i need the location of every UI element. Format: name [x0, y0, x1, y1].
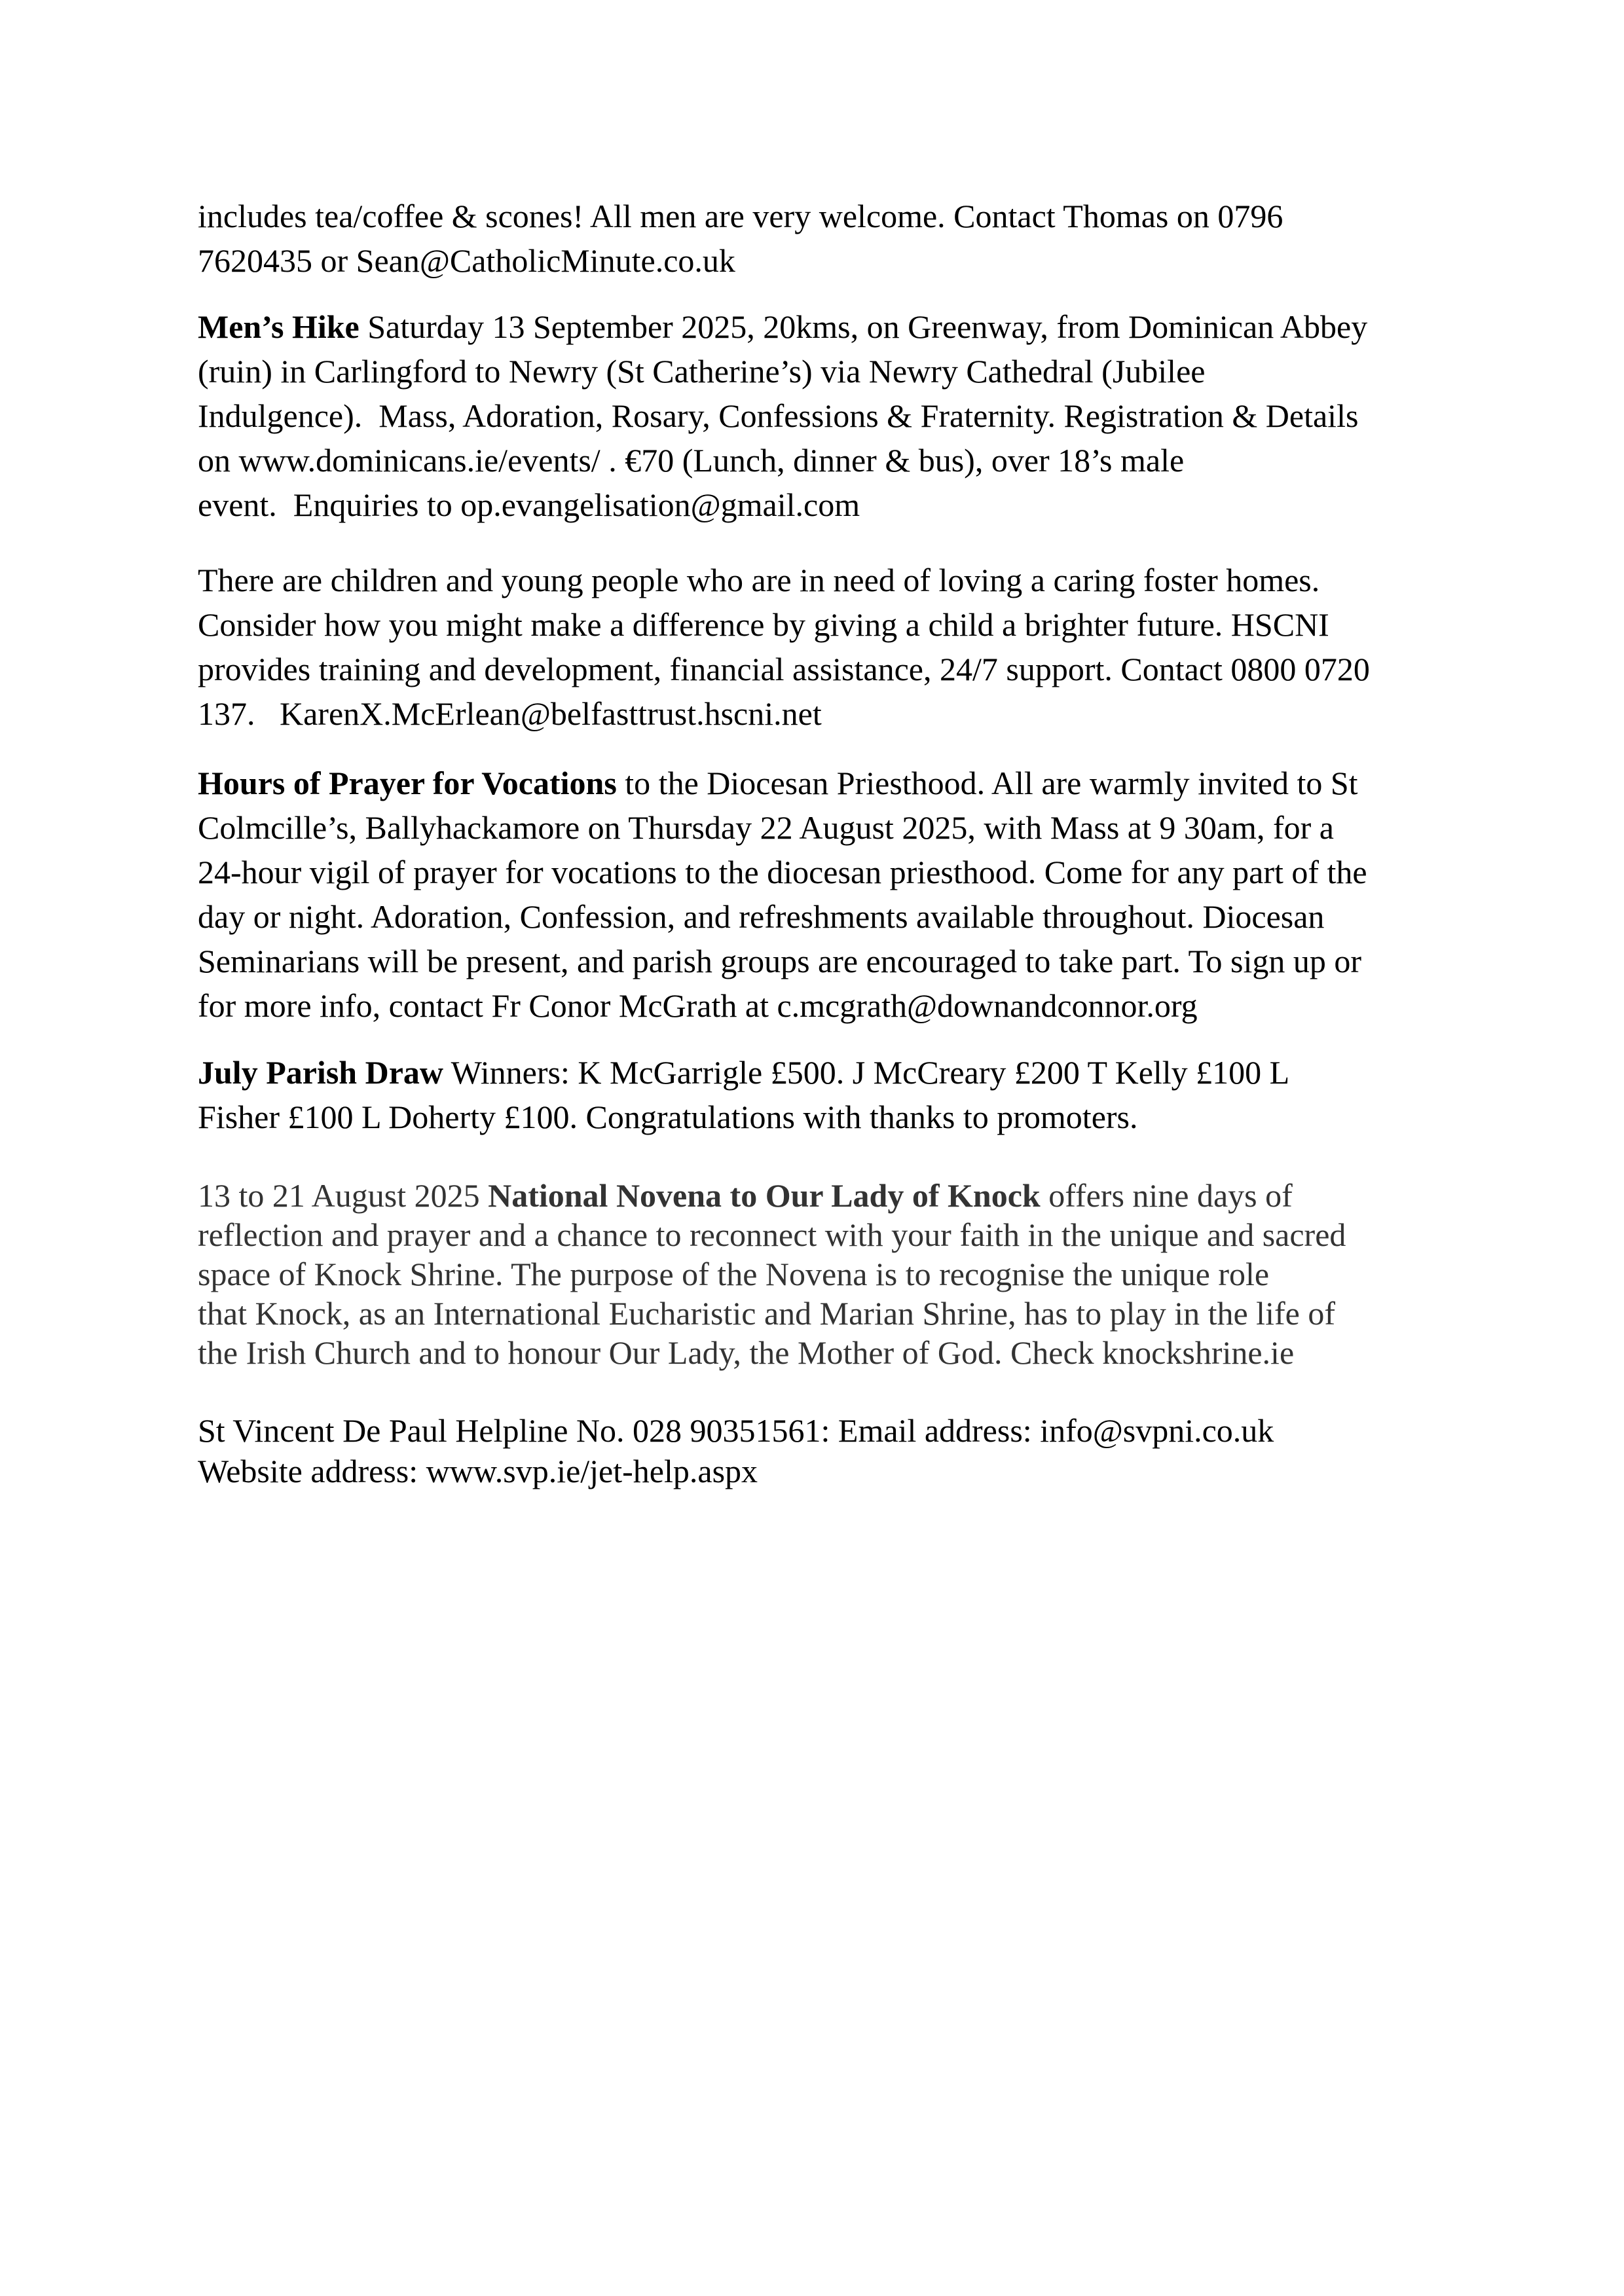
text-line [198, 805, 1429, 850]
text-run: Saturday 13 September 2025, 20kms, on Greenway, from Dominican Abbey [359, 308, 1368, 345]
text-line [198, 983, 1429, 1028]
text-line [198, 1294, 1429, 1333]
text-run: Colmcille’s, Ballyhackamore on Thursday 22 August 2025, with Mass at 9 30am, for a [198, 809, 1334, 846]
paragraph-mens-breakfast-continuation [198, 194, 1429, 283]
text-line [198, 647, 1429, 691]
text-line [198, 1095, 1429, 1139]
text-run: Fisher £100 L Doherty £100. Congratulations with thanks to promoters. [198, 1099, 1138, 1135]
text-run: National Novena to Our Lady of Knock [488, 1177, 1041, 1214]
text-line [198, 1215, 1429, 1254]
text-line [198, 850, 1429, 894]
paragraph-fostering [198, 558, 1429, 736]
paragraph-mens-hike [198, 304, 1429, 527]
text-line [198, 602, 1429, 647]
text-line [198, 1410, 1429, 1451]
text-line [198, 483, 1429, 527]
text-run: July Parish Draw [198, 1054, 443, 1091]
text-run: that Knock, as an International Eucharistic and Marian Shrine, has to play in the life of [198, 1295, 1335, 1332]
text-run: 7620435 or Sean@CatholicMinute.co.uk [198, 242, 735, 279]
text-run: event. Enquiries to op.evangelisation@gmail.com [198, 486, 860, 523]
text-run: Winners: K McGarrigle £500. J McCreary £200 T Kelly £100 L [443, 1054, 1290, 1091]
text-run: to the Diocesan Priesthood. All are warmly invited to St [616, 765, 1358, 801]
text-run: Hours of Prayer for Vocations [198, 765, 617, 801]
text-run: Seminarians will be present, and parish groups are encouraged to take part. To sign up or [198, 943, 1362, 979]
text-run: 137. KarenX.McErlean@belfasttrust.hscni.net [198, 695, 822, 732]
text-run: Men’s Hike [198, 308, 360, 345]
text-run: Indulgence). Mass, Adoration, Rosary, Confessions & Fraternity. Registration & Details [198, 397, 1359, 434]
text-run: on www.dominicans.ie/events/ . €70 (Lunch, dinner & bus), over 18’s male [198, 442, 1185, 479]
text-run: includes tea/coffee & scones! All men are very welcome. Contact Thomas on 0796 [198, 198, 1283, 234]
text-line [198, 691, 1429, 736]
text-line [198, 1176, 1429, 1215]
text-line [198, 558, 1429, 602]
text-run: for more info, contact Fr Conor McGrath at c.mcgrath@downandconnor.org [198, 987, 1198, 1024]
paragraph-knock-novena [198, 1176, 1429, 1372]
paragraph-svp-helpline [198, 1410, 1429, 1491]
text-line [198, 939, 1429, 983]
text-run: the Irish Church and to honour Our Lady, the Mother of God. Check knockshrine.ie [198, 1334, 1295, 1371]
text-line [198, 1254, 1429, 1294]
text-line [198, 894, 1429, 939]
text-line [198, 393, 1429, 438]
text-line [198, 304, 1429, 349]
text-run: space of Knock Shrine. The purpose of the Novena is to recognise the unique role [198, 1256, 1270, 1292]
text-line [198, 761, 1429, 805]
text-run: day or night. Adoration, Confession, and refreshments available throughout. Diocesan [198, 898, 1325, 935]
document-body [198, 194, 1429, 1491]
text-run: provides training and development, financial assistance, 24/7 support. Contact 0800 0720 [198, 651, 1370, 687]
text-line [198, 1451, 1429, 1491]
text-run: 24-hour vigil of prayer for vocations to the diocesan priesthood. Come for any part of the [198, 854, 1367, 890]
text-run: (ruin) in Carlingford to Newry (St Catherine’s) via Newry Cathedral (Jubilee [198, 353, 1206, 390]
text-run: There are children and young people who are in need of loving a caring foster homes. [198, 562, 1320, 598]
text-run: offers nine days of [1040, 1177, 1293, 1214]
text-run: Consider how you might make a difference by giving a child a brighter future. HSCNI [198, 606, 1329, 643]
text-line [198, 1333, 1429, 1372]
paragraph-july-parish-draw [198, 1050, 1429, 1139]
text-line [198, 349, 1429, 393]
text-run: St Vincent De Paul Helpline No. 028 90351561: Email address: info@svpni.co.uk [198, 1412, 1274, 1449]
text-line [198, 194, 1429, 238]
text-run: reflection and prayer and a chance to reconnect with your faith in the unique and sacred [198, 1216, 1346, 1253]
text-line [198, 1050, 1429, 1095]
paragraph-hours-of-prayer [198, 761, 1429, 1028]
text-run: Website address: www.svp.ie/jet-help.aspx [198, 1453, 758, 1489]
text-line [198, 238, 1429, 283]
text-run: 13 to 21 August 2025 [198, 1177, 489, 1214]
text-line [198, 438, 1429, 483]
